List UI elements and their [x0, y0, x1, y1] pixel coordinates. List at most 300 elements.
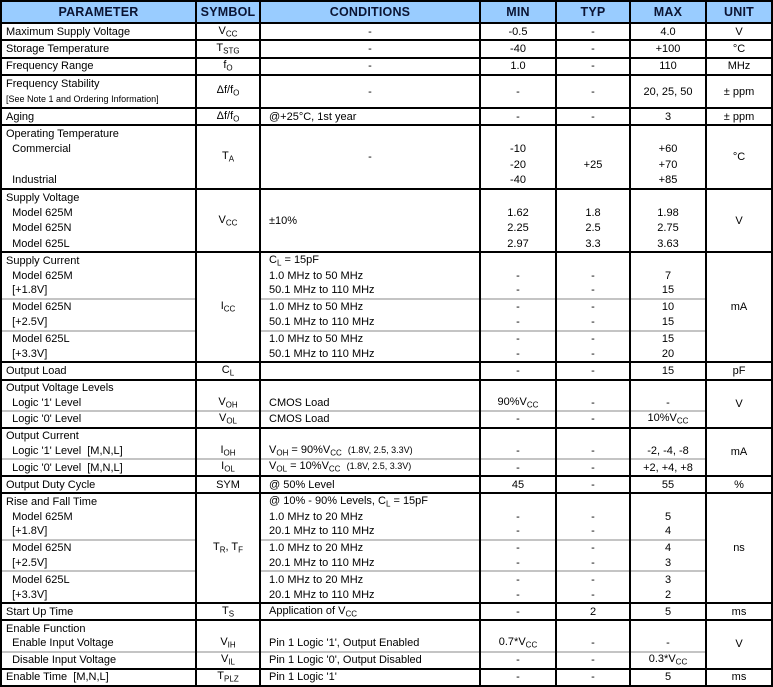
symbol-cell: [195, 621, 259, 667]
param-cell: [2, 253, 195, 361]
cell-text: @ 50% Level: [269, 478, 335, 491]
cell-text: 15: [661, 316, 675, 329]
cell-text: $V_{CC}$: [218, 213, 238, 228]
cell-line: [631, 173, 705, 188]
cell-text: +70: [658, 158, 678, 171]
cell-text: 20.1 MHz to 110 MHz: [269, 588, 375, 601]
cell-text: 15: [661, 332, 675, 345]
cell-text: 10: [661, 301, 675, 314]
cell-text: ms: [731, 671, 747, 684]
cell-text: 15: [661, 284, 675, 297]
cell-text: -: [591, 556, 595, 569]
param-cell: [2, 109, 195, 124]
cond-cell: [259, 363, 479, 378]
cell-line: [557, 410, 629, 427]
cell-text: CMOS Load: [269, 396, 330, 409]
cell-text: Enable Function: [6, 622, 86, 635]
cell-text: °C: [732, 43, 746, 56]
cell-text: -: [591, 573, 595, 586]
cell-text: $I_{OL}$: [221, 460, 235, 474]
subscript-text: OH: [223, 448, 236, 458]
cond-cell: [259, 76, 479, 107]
cell-line: [631, 126, 705, 141]
max-cell: [629, 59, 705, 74]
cell-text: Model 625M: [6, 269, 73, 282]
cond-cell: [259, 41, 479, 56]
cell-line: [2, 76, 195, 91]
cell-text: 50.1 MHz to 110 MHz: [269, 347, 375, 360]
cell-line: [2, 205, 195, 220]
subscript-text: CC: [328, 464, 341, 474]
cell-text: V: [735, 638, 743, 651]
cell-text: Output Voltage Levels: [6, 381, 114, 394]
cell-text: Model 625M: [6, 510, 73, 523]
cell-line: [557, 190, 629, 205]
cell-text: -: [368, 85, 372, 98]
cell-text: $V_{CC}$: [218, 24, 238, 39]
subscript-text: O: [226, 63, 233, 73]
cell-line: [2, 556, 195, 571]
cell-line: [557, 524, 629, 539]
cell-text: -: [591, 316, 595, 329]
cond-cell: [259, 59, 479, 74]
table-row: [2, 475, 771, 492]
cell-text: -: [591, 654, 595, 667]
cell-text: Model 625N: [6, 542, 72, 555]
cell-text: -: [591, 43, 595, 56]
cell-text: 1.8: [585, 206, 601, 219]
cell-line: [481, 221, 555, 236]
cell-line: [261, 381, 479, 396]
cell-text: -: [591, 461, 595, 474]
cell-text: 3.63: [657, 237, 679, 250]
cell-line: [631, 330, 705, 347]
cell-line: [557, 315, 629, 330]
min-cell: [479, 190, 555, 252]
cell-line: [481, 570, 555, 587]
cell-line: [261, 556, 479, 571]
min-cell: [479, 24, 555, 39]
symbol-cell: [195, 24, 259, 39]
cell-line: [481, 494, 555, 509]
cell-line: [481, 190, 555, 205]
cell-text: -: [516, 301, 520, 314]
cell-line: [2, 236, 195, 251]
table-row: [2, 379, 771, 427]
symbol-cell: [195, 41, 259, 56]
typ-cell: [555, 363, 629, 378]
subscript-text: L: [276, 258, 282, 268]
cell-text: -40: [510, 43, 526, 56]
cell-line: [2, 670, 195, 685]
cell-text: -: [516, 364, 520, 377]
table-row: [2, 668, 771, 685]
cell-text: 20, 25, 50: [643, 85, 693, 98]
cell-text: -: [591, 332, 595, 345]
typ-cell: [555, 604, 629, 619]
cell-line: [2, 92, 195, 107]
subscript-text: OL: [276, 464, 288, 474]
cell-text: 5: [664, 671, 672, 684]
subscript-text: CC: [223, 304, 236, 314]
cell-line: [631, 253, 705, 268]
cell-text: -: [516, 85, 520, 98]
cell-text: 1.0 MHz to 20 MHz: [269, 510, 364, 523]
cell-line: [2, 570, 195, 587]
cell-text: [+2.5V]: [6, 556, 48, 569]
cell-line: [2, 24, 195, 39]
cell-text: -: [591, 413, 595, 426]
cell-text: 2.97: [507, 237, 529, 250]
subscript-text: F: [238, 545, 244, 555]
cell-line: [557, 570, 629, 587]
cell-line: [631, 494, 705, 509]
unit-cell: [705, 253, 771, 361]
cell-line: [2, 410, 195, 427]
cell-text: -: [516, 556, 520, 569]
cell-line: [557, 458, 629, 475]
cell-line: [557, 636, 629, 651]
cell-text: Model 625L: [6, 573, 70, 586]
cell-text: Maximum Supply Voltage: [6, 25, 131, 38]
symbol-cell: [195, 494, 259, 602]
cell-line: [631, 236, 705, 251]
unit-cell: [705, 59, 771, 74]
cell-line: [197, 651, 259, 668]
cell-text: $V_{OH}$: [218, 395, 238, 410]
cell-text: -: [516, 444, 520, 457]
subscript-text: PLZ: [224, 674, 239, 684]
subscript-text: OL: [226, 416, 237, 426]
cell-text: %: [734, 478, 744, 491]
cell-text: -: [516, 542, 520, 555]
cell-line: [481, 636, 555, 651]
table-row: [2, 22, 771, 39]
cell-line: [631, 395, 705, 410]
cell-text: $V_{IL}$: [220, 653, 235, 667]
cond-cell: [259, 24, 479, 39]
min-cell: [479, 253, 555, 361]
cell-line: [261, 636, 479, 651]
cell-text: $C_L$: [221, 363, 235, 378]
table-row: [2, 492, 771, 602]
cell-line: [631, 142, 705, 157]
unit-cell: [705, 76, 771, 107]
cell-line: [261, 298, 479, 315]
cell-line: [557, 126, 629, 141]
cell-text: -: [591, 347, 595, 360]
param-cell: [2, 24, 195, 39]
min-cell: [479, 477, 555, 492]
cell-text: [6, 93, 159, 105]
unit-cell: [705, 190, 771, 252]
cell-text: $T_{PLZ}$: [217, 670, 239, 684]
cell-line: [481, 268, 555, 283]
param-cell: [2, 59, 195, 74]
small-text: [See Note 1 and Ordering Information]: [6, 94, 159, 105]
cell-line: [631, 315, 705, 330]
cell-text: 1.0 MHz to 20 MHz: [269, 573, 364, 586]
cell-line: [557, 556, 629, 571]
subscript-text: OL: [224, 464, 235, 474]
cell-text: Pin 1 Logic '1': [269, 671, 337, 684]
header-row: [2, 2, 771, 22]
cell-text: $V_{OL} = 10\%V_{CC}$ (1.8V, 2.5, 3.3V): [269, 460, 412, 474]
cell-line: [557, 587, 629, 602]
cell-text: $T_S$: [221, 604, 235, 619]
cell-text: [+3.3V]: [6, 588, 48, 601]
cell-line: [557, 494, 629, 509]
symbol-cell: [195, 604, 259, 619]
cell-text: Enable Input Voltage: [6, 637, 114, 650]
cell-line: [481, 651, 555, 668]
subscript-text: CC: [675, 657, 688, 667]
cell-line: [631, 570, 705, 587]
cell-line: [261, 330, 479, 347]
cell-text: 20.1 MHz to 110 MHz: [269, 556, 375, 569]
max-cell: [629, 126, 705, 188]
cell-line: [481, 621, 555, 636]
cell-text: -: [516, 332, 520, 345]
param-cell: [2, 41, 195, 56]
cell-text: $\Delta f/f_O$: [216, 84, 240, 98]
cell-line: [631, 157, 705, 172]
symbol-cell: [195, 670, 259, 685]
cell-text: -: [591, 364, 595, 377]
cell-text: 1.0 MHz to 20 MHz: [269, 542, 364, 555]
cell-text: $0.3*V_{CC}$: [648, 653, 688, 667]
symbol-cell: [195, 76, 259, 107]
min-cell: [479, 670, 555, 685]
cell-line: [481, 509, 555, 524]
cell-text: $T_R$, $T_F$: [212, 541, 244, 555]
cell-text: 4.0: [660, 25, 676, 38]
cell-text: 2.75: [657, 222, 679, 235]
cell-line: [261, 587, 479, 602]
table-row: [2, 188, 771, 252]
cell-line: [2, 268, 195, 283]
min-cell: [479, 494, 555, 602]
header-cell-parameter: PARAMETER: [58, 5, 139, 19]
cell-line: [2, 509, 195, 524]
cell-text: 1.0 MHz to 50 MHz: [269, 269, 364, 282]
cell-text: -: [591, 637, 595, 650]
cell-line: [261, 570, 479, 587]
cell-line: [197, 443, 259, 458]
max-cell: [629, 477, 705, 492]
subscript-text: CC: [330, 448, 342, 458]
cell-line: [2, 41, 195, 56]
cell-line: [261, 253, 479, 268]
cell-line: [261, 651, 479, 668]
cell-text: Logic '1' Level: [6, 396, 82, 409]
typ-cell: [555, 24, 629, 39]
cell-text: Frequency Stability: [6, 77, 100, 90]
cell-line: [2, 221, 195, 236]
cell-line: [261, 346, 479, 361]
cell-line: [557, 381, 629, 396]
cell-text: 50.1 MHz to 110 MHz: [269, 316, 375, 329]
cell-text: -: [368, 151, 372, 164]
cell-text: $I_{OH}$: [220, 443, 236, 458]
cell-line: [631, 205, 705, 220]
typ-cell: [555, 621, 629, 667]
cell-text: -: [368, 25, 372, 38]
max-cell: [629, 76, 705, 107]
table-row: [2, 619, 771, 667]
cell-line: [2, 363, 195, 378]
cell-line: [557, 283, 629, 298]
cell-line: [631, 621, 705, 636]
cell-text: SYM: [216, 478, 240, 491]
cell-text: 110: [659, 60, 677, 73]
cell-text: $V_{OL}$: [218, 412, 237, 426]
unit-cell: [705, 126, 771, 188]
cell-line: [631, 221, 705, 236]
symbol-cell: [195, 429, 259, 475]
cell-text: 45: [511, 478, 525, 491]
cell-text: 5: [664, 605, 672, 618]
symbol-cell: [195, 190, 259, 252]
table-row: [2, 39, 771, 56]
cell-text: -: [591, 444, 595, 457]
cell-text: 2: [589, 605, 597, 618]
cell-text: $\Delta f/f_O$: [216, 109, 240, 123]
subscript-text: L: [385, 499, 391, 509]
cell-text: 7: [664, 269, 672, 282]
max-cell: [629, 670, 705, 685]
cell-text: -: [591, 542, 595, 555]
cell-text: -: [516, 413, 520, 426]
cell-line: [2, 157, 195, 172]
min-cell: [479, 41, 555, 56]
cell-text: ns: [733, 542, 745, 555]
header-cell-max: MAX: [629, 2, 705, 22]
subscript-text: CC: [345, 609, 357, 619]
cell-line: [481, 205, 555, 220]
symbol-cell: [195, 253, 259, 361]
cell-text: Enable Time [M,N,L]: [6, 671, 109, 684]
cond-cell: [259, 190, 479, 252]
cell-text: 1.62: [507, 206, 529, 219]
cell-text: $10\%V_{CC}$: [647, 412, 689, 426]
cell-text: -: [591, 110, 595, 123]
unit-cell: [705, 621, 771, 667]
min-cell: [479, 381, 555, 427]
symbol-cell: [195, 381, 259, 427]
subscript-text: CC: [676, 416, 689, 426]
cell-line: [2, 381, 195, 396]
param-cell: [2, 381, 195, 427]
cell-line: [481, 429, 555, 444]
unit-cell: [705, 477, 771, 492]
param-cell: [2, 621, 195, 667]
cell-text: V: [735, 25, 743, 38]
cell-line: [557, 253, 629, 268]
cell-text: [+2.5V]: [6, 316, 48, 329]
subscript-text: CC: [225, 218, 238, 228]
cell-line: [261, 410, 479, 427]
cell-line: [557, 221, 629, 236]
cell-text: +100: [655, 43, 681, 56]
cell-text: -: [591, 478, 595, 491]
table-row: [2, 57, 771, 74]
cell-text: -: [591, 25, 595, 38]
typ-cell: [555, 253, 629, 361]
symbol-cell: [195, 109, 259, 124]
cell-text: -: [368, 60, 372, 73]
cell-line: [2, 539, 195, 556]
symbol-cell: [195, 363, 259, 378]
min-cell: [479, 621, 555, 667]
cell-text: -: [516, 269, 520, 282]
cell-line: [2, 458, 195, 475]
cell-text: 3: [664, 110, 672, 123]
table-row: [2, 361, 771, 378]
cell-line: [631, 298, 705, 315]
cell-text: $0.7*V_{CC}$: [498, 636, 538, 650]
unit-cell: [705, 670, 771, 685]
cell-text: -: [516, 588, 520, 601]
cell-text: 2.5: [585, 222, 601, 235]
cell-text: 2: [664, 588, 672, 601]
cell-text: ±10%: [269, 214, 298, 227]
param-cell: [2, 477, 195, 492]
table-row: [2, 602, 771, 619]
header-cell-conditions: CONDITIONS: [259, 2, 479, 22]
cell-line: [481, 587, 555, 602]
cell-text: Model 625N: [6, 222, 72, 235]
cell-text: $T_A$: [221, 149, 235, 164]
typ-cell: [555, 126, 629, 188]
cell-line: [197, 621, 259, 636]
cell-line: [2, 253, 195, 268]
subscript-text: O: [233, 88, 240, 98]
cell-line: [631, 509, 705, 524]
cell-text: -: [666, 396, 670, 409]
table-row: [2, 427, 771, 475]
max-cell: [629, 190, 705, 252]
unit-cell: [705, 363, 771, 378]
cell-line: [557, 651, 629, 668]
cell-line: [2, 524, 195, 539]
min-cell: [479, 604, 555, 619]
cell-text: -: [516, 461, 520, 474]
cell-line: [481, 330, 555, 347]
cell-text: Start Up Time: [6, 605, 74, 618]
cell-text: $f_O$: [223, 59, 233, 73]
param-cell: [2, 363, 195, 378]
cell-line: [557, 298, 629, 315]
cell-line: [261, 283, 479, 298]
typ-cell: [555, 59, 629, 74]
cell-text: -: [591, 588, 595, 601]
cell-line: [2, 651, 195, 668]
cell-line: [557, 443, 629, 458]
cell-line: [2, 142, 195, 157]
cell-text: °C: [732, 151, 746, 164]
cell-line: [261, 539, 479, 556]
cell-line: [261, 315, 479, 330]
max-cell: [629, 24, 705, 39]
cell-text: 55: [661, 478, 675, 491]
cell-text: -: [516, 347, 520, 360]
cell-line: [261, 494, 479, 509]
unit-cell: [705, 494, 771, 602]
cell-text: +2, +4, +8: [643, 461, 693, 474]
subscript-text: STG: [223, 46, 240, 56]
cell-text: -: [591, 60, 595, 73]
